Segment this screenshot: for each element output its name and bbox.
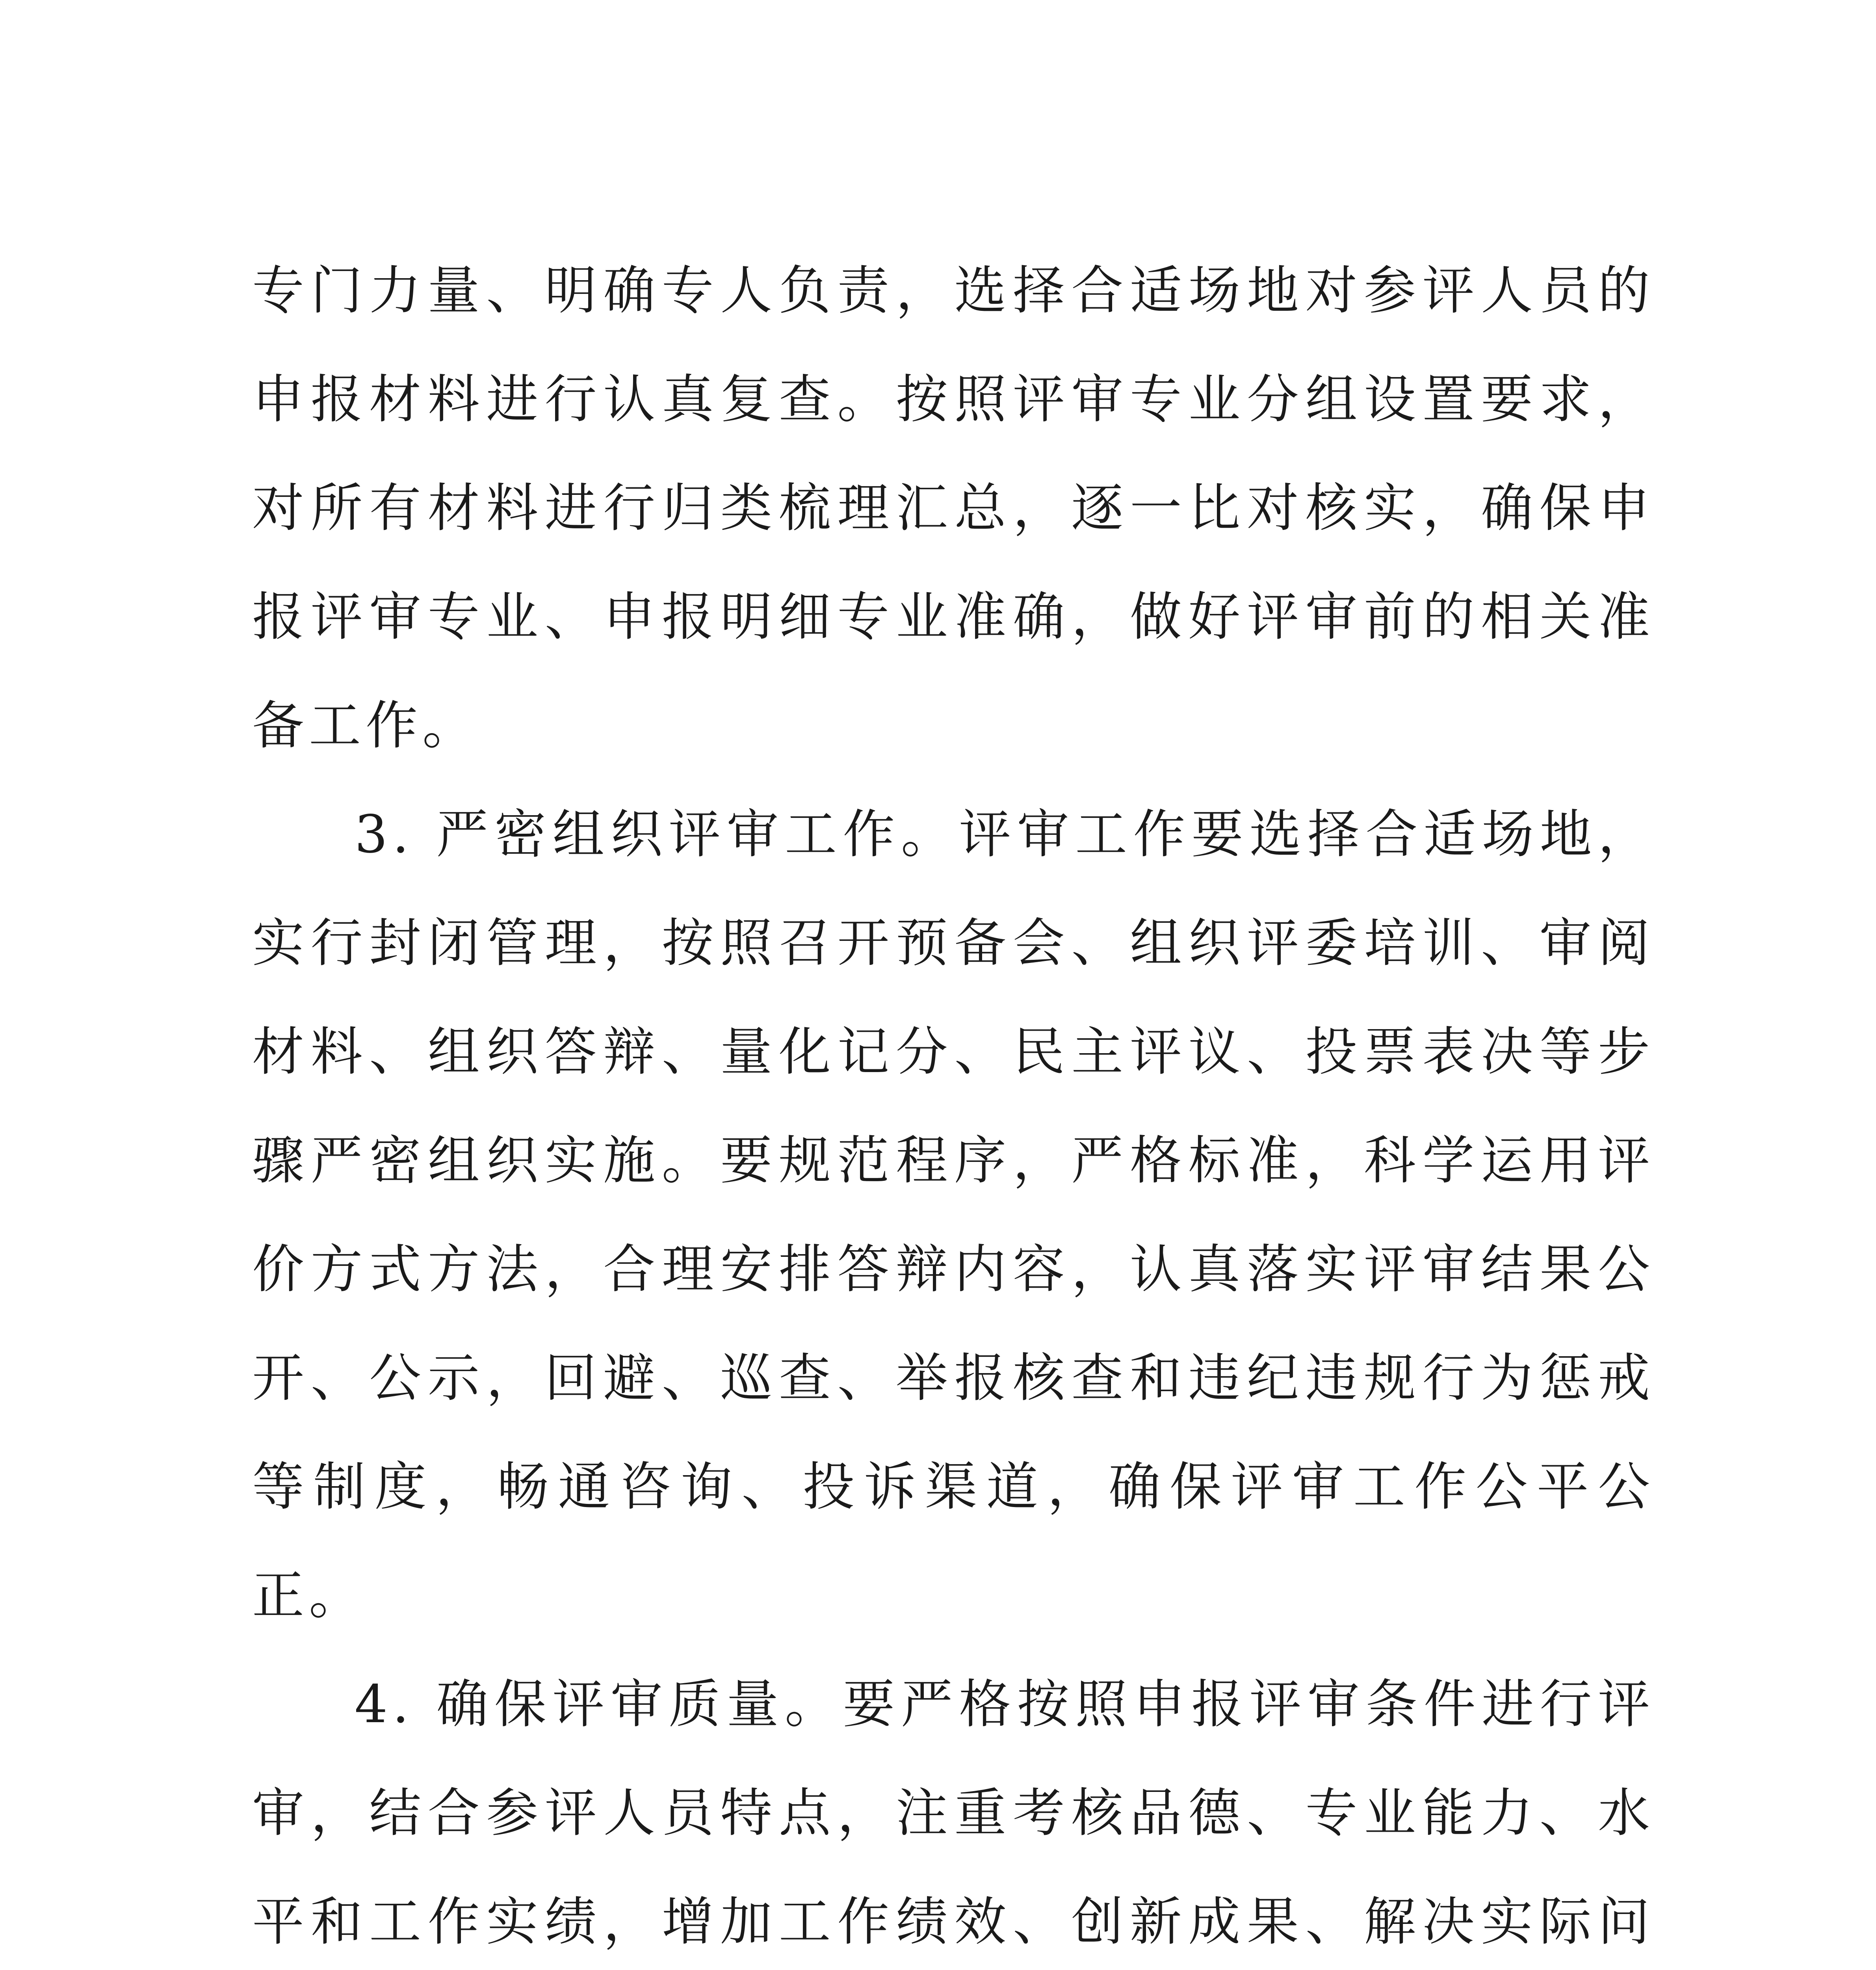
paragraph-continuation: 专门力量、明确专人负责，选择合适场地对参评人员的申报材料进行认真复查。按照评审专业分组设置要求，对所有材料进行归类梳理汇总，逐一比对核实，确保申报评审专业、申报明细专业准确，做好评审前的相关准备工作。 [252,260,1655,756]
body-text [252,236,1655,1970]
paragraph-item-4: 4. 确保评审质量。要严格按照申报评审条件进行评审，结合参评人员特点，注重考核品德、专业能力、水平和工作实绩，增加工作绩效、创新成果、解决实际问 [252,1674,1655,1952]
paragraph-item-3: 3. 严密组织评审工作。评审工作要选择合适场地，实行封闭管理，按照召开预备会、组织评委培训、审阅材料、组织答辩、量化记分、民主评议、投票表决等步骤严密组织实施。要规范程序，严格标准，科学运用评价方式方法，合理安排答辩内容，认真落实评审结果公开、公示，回避、巡查、举报核查和违纪违规行为惩戒等制度，畅通咨询、投诉渠道，确保评审工作公平公正。 [252,804,1655,1626]
